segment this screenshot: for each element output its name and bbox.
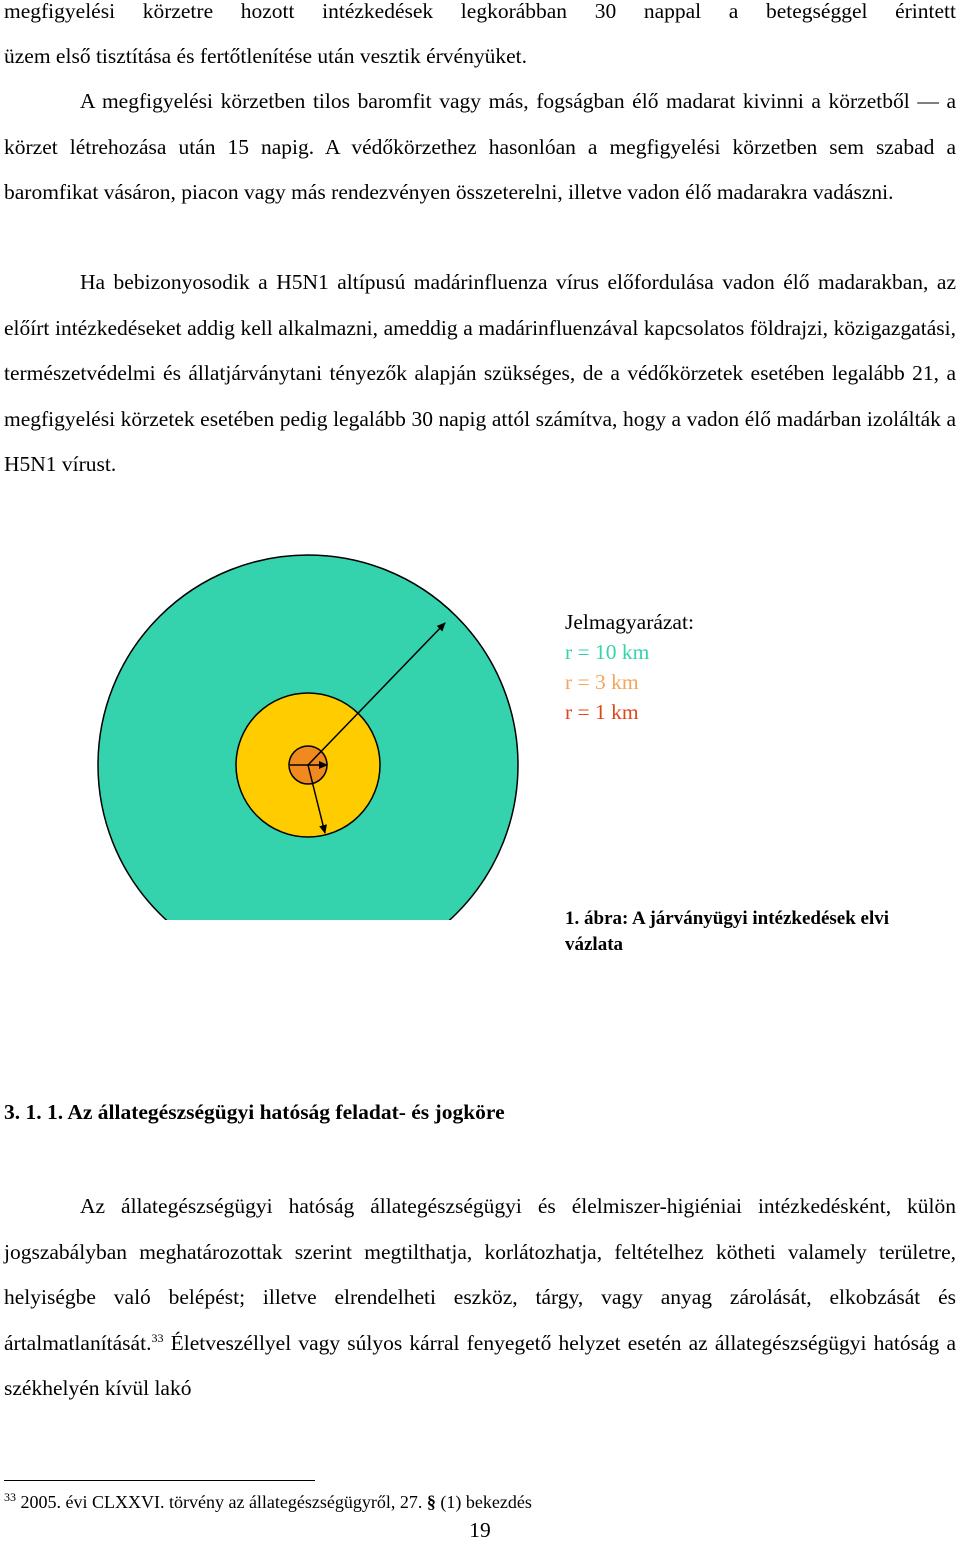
legend-title: Jelmagyarázat:	[565, 610, 694, 634]
legend-item-1km: r = 1 km	[565, 700, 639, 724]
paragraph-top-line-1: megfigyelési körzetre hozott intézkedések legkorábban 30 nappal a betegséggel érintett	[4, 0, 956, 23]
section-heading: 3. 1. 1. Az állategészségügyi hatóság feladat- és jogköre	[4, 1100, 505, 1124]
paragraph-top-line-2: üzem első tisztítása és fertőtlenítése után vesztik érvényüket.	[4, 44, 527, 68]
page-number: 19	[469, 1518, 491, 1542]
paragraph-surveillance-zone: A megfigyelési körzetben tilos baromfit vagy más, fogságban élő madarat kivinni a körzetből — a körzet létrehozása után 15 napig. A védőkörzethez hasonlóan a megfigyelési körzetben sem szabad a baromfikat vásáron, piacon vagy más rendezvényen összeterelni, illetve vadon élő madarakra vadászni.	[4, 89, 956, 204]
footnote-text-1: 2005. évi CLXXVI. törvény az állategészségügyről, 27.	[16, 1492, 427, 1512]
footnote-section-sign: §	[426, 1492, 436, 1512]
footnote	[4, 1490, 532, 1514]
figure-caption: 1. ábra: A járványügyi intézkedések elvi vázlata	[565, 908, 890, 955]
footnote-separator	[4, 1480, 315, 1481]
legend-item-10km: r = 10 km	[565, 640, 650, 664]
footnote-number: 33	[4, 1490, 16, 1504]
paragraph-h5n1-wild-birds: Ha bebizonyosodik a H5N1 altípusú madárinfluenza vírus előfordulása vadon élő madarakban, az előírt intézkedéseket addig kell alkalmazni, ameddig a madárinfluenzával kapcsolatos földrajzi, közigazgatási, természetvédelmi és állatjárványtani tényezők alapján szükséges, de a védőkörzetek esetében legalább 21, a megfigyelési körzetek esetében pedig legalább 30 napig attól számítva, hogy a vadon élő madárban izolálták a H5N1 vírust.	[4, 270, 956, 476]
zone-diagram	[0, 500, 960, 920]
footnote-ref-33[interactable]: 33	[151, 1330, 164, 1345]
paragraph-authority-powers	[4, 1184, 956, 1412]
paragraph-authority-text-1: Az állategészségügyi hatóság állategészségügyi és élelmiszer-higiéniai intézkedésként, külön jogszabályban meghatározottak szerint megtilthatja, korlátozhatja, feltételhez kötheti valamely területre, helyiségbe való belépést; illetve elrendelheti eszköz, tárgy, vagy anyag zárolását, elkobzását és ártalmatlanítását.	[4, 1194, 956, 1355]
paragraph-authority-text-2: Életveszéllyel vagy súlyos kárral fenyegető helyzet esetén az állategészségügyi hatóság a székhelyén kívül lakó	[4, 1330, 956, 1400]
footnote-text-2: (1) bekezdés	[435, 1492, 532, 1512]
legend-item-3km: r = 3 km	[565, 670, 639, 694]
